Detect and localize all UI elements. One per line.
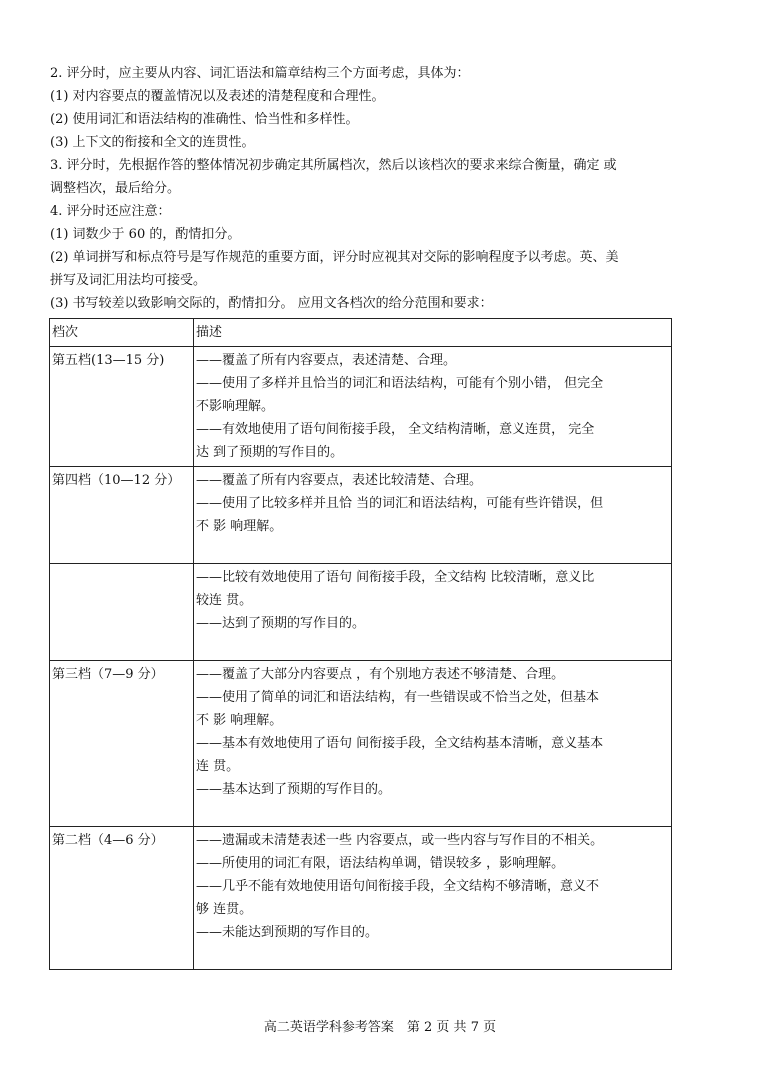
- description-line: [196, 944, 669, 967]
- header-level: 档次: [50, 319, 194, 347]
- level-cell: 第四档（10—12 分）: [50, 467, 194, 564]
- table-row: [50, 827, 672, 970]
- level-cell: 第三档（7—9 分）: [50, 661, 194, 827]
- description-line: ——遗漏或未清楚表述一些 内容要点，或一些内容与写作目的不相关。: [196, 833, 604, 848]
- description-cell: [194, 467, 672, 564]
- description-line: 不 影 响理解。: [196, 519, 283, 534]
- description-line: 够 连贯。: [196, 902, 253, 917]
- header-description: 描述: [194, 319, 672, 347]
- description-line: 较连 贯。: [196, 593, 253, 608]
- table-header-row: [50, 319, 672, 347]
- level-cell: [50, 564, 194, 661]
- description-line: ——未能达到预期的写作目的。: [196, 925, 379, 940]
- description-cell: [194, 564, 672, 661]
- instruction-line: (2) 使用词汇和语法结构的准确性、恰当性和多样性。: [50, 112, 359, 127]
- description-line: ——基本有效地使用了语句 间衔接手段，全文结构基本清晰，意义基本: [196, 736, 604, 751]
- description-line: ——使用了多样并且恰当的词汇和语法结构，可能有个别小错， 但完全: [196, 376, 604, 391]
- instruction-line: (1) 对内容要点的覆盖情况以及表述的清楚程度和合理性。: [50, 89, 385, 104]
- description-line: ——使用了简单的词汇和语法结构，有一些错误或不恰当之处，但基本: [196, 690, 600, 705]
- instruction-line: (3) 书写较差以致影响交际的，酌情扣分。 应用文各档次的给分范围和要求：: [50, 296, 493, 311]
- description-line: [196, 538, 669, 561]
- table-row: [50, 347, 672, 467]
- description-cell: [194, 827, 672, 970]
- page-footer: 高二英语学科参考答案 第 2 页 共 7 页: [263, 1020, 497, 1035]
- description-line: [196, 635, 669, 658]
- description-line: ——覆盖了大部分内容要点 ，有个别地方表述不够清楚、合理。: [196, 667, 565, 682]
- description-line: 达 到了预期的写作目的。: [196, 445, 344, 460]
- description-line: ——所使用的词汇有限，语法结构单调，错误较多 ，影响理解。: [196, 856, 565, 871]
- description-line: ——有效地使用了语句间衔接手段， 全文结构清晰，意义连贯， 完全: [196, 422, 595, 437]
- description-line: ——几乎不能有效地使用语句间衔接手段，全文结构不够清晰，意义不: [196, 879, 600, 894]
- description-line: 不 影 响理解。: [196, 713, 283, 728]
- instruction-line: (2) 单词拼写和标点符号是写作规范的重要方面，评分时应视其对交际的影响程度予以考虑。英、美: [50, 250, 619, 265]
- grading-instructions: [50, 62, 715, 315]
- description-line: ——基本达到了预期的写作目的。: [196, 782, 392, 797]
- description-line: ——达到了预期的写作目的。: [196, 616, 366, 631]
- description-line: ——覆盖了所有内容要点，表述清楚、合理。: [196, 353, 457, 368]
- description-line: [196, 801, 669, 824]
- description-line: 不影响理解。: [196, 399, 275, 414]
- description-line: ——覆盖了所有内容要点，表述比较清楚、合理。: [196, 473, 483, 488]
- description-line: ——比较有效地使用了语句 间衔接手段，全文结构 比较清晰，意义比: [196, 570, 595, 585]
- instruction-line: 3. 评分时，先根据作答的整体情况初步确定其所属档次，然后以该档次的要求来综合衡量，确定 或: [50, 158, 617, 173]
- instruction-line: 调整档次，最后给分。: [50, 181, 181, 196]
- instruction-line: 拼写及词汇用法均可接受。: [50, 273, 207, 288]
- instruction-line: 4. 评分时还应注意：: [50, 204, 171, 219]
- level-cell: 第五档(13—15 分): [50, 347, 194, 467]
- description-cell: [194, 347, 672, 467]
- description-line: ——使用了比较多样并且恰 当的词汇和语法结构，可能有些许错误，但: [196, 496, 604, 511]
- description-line: 连 贯。: [196, 759, 240, 774]
- table-row: [50, 467, 672, 564]
- instruction-line: (1) 词数少于 60 的，酌情扣分。: [50, 227, 241, 242]
- table-row: [50, 661, 672, 827]
- grading-table: [49, 318, 672, 970]
- description-cell: [194, 661, 672, 827]
- level-cell: 第二档（4—6 分）: [50, 827, 194, 970]
- table-row: [50, 564, 672, 661]
- instruction-line: 2. 评分时，应主要从内容、词汇语法和篇章结构三个方面考虑，具体为：: [50, 66, 470, 81]
- instruction-line: (3) 上下文的衔接和全文的连贯性。: [50, 135, 255, 150]
